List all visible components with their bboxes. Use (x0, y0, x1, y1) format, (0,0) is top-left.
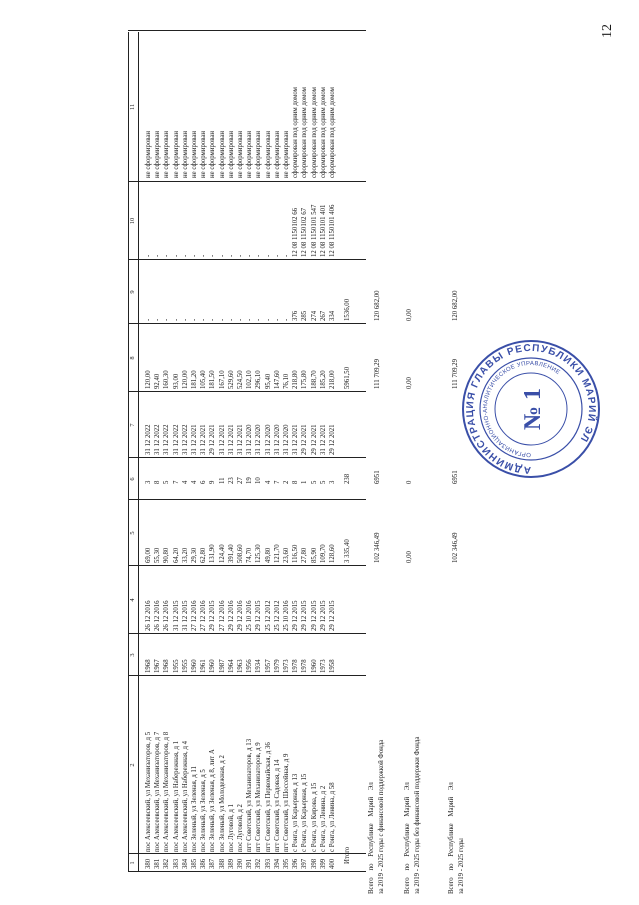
table-row (273, 32, 282, 872)
total-label-line1: Всего по Республике Марий Эл (404, 782, 412, 894)
table-row (162, 32, 171, 872)
cell-qty: 5 (310, 480, 318, 484)
cell-deadline: 31 12 2021 (218, 424, 226, 455)
header-cell: 7 (129, 423, 136, 427)
table-row (264, 32, 273, 872)
cell-area: 508,60 (237, 544, 244, 563)
cell-year: 1958 (329, 659, 336, 673)
header-cell: 8 (129, 356, 136, 360)
cell-c10: - (181, 254, 189, 257)
cell-area: 85,90 (310, 547, 318, 563)
cell-date: 27 12 2016 (191, 600, 198, 631)
cell-c9: - (181, 318, 189, 321)
cell-date: 29 12 2015 (255, 600, 263, 631)
cell-c8: 120,00 (181, 370, 189, 389)
cell-c8: 120,00 (145, 370, 152, 389)
cell-addr: пос Алексеевский, ул Механизаторов, д 7 (154, 731, 162, 852)
cell-date: 25 12 2012 (273, 600, 281, 631)
header-cell: 1 (129, 861, 136, 865)
cell-area: 74,70 (246, 547, 254, 563)
cell-year: 1978 (292, 659, 300, 673)
cell-c9: 334 (329, 310, 336, 321)
cell-deadline: 31 12 2022 (145, 424, 152, 455)
cell-n: 383 (172, 858, 180, 869)
cell-status: не сформирован (218, 130, 226, 178)
cell-addr: с Ронга, ул Ленина, д 58 (329, 782, 336, 852)
cell-c9: - (264, 318, 272, 321)
total-c9: 120 682,00 (452, 290, 460, 321)
header-cell: 3 (129, 653, 136, 657)
itogo-c6: 238 (344, 473, 352, 484)
cell-status: сформирован под одним домом (319, 87, 327, 178)
table-row (300, 32, 309, 872)
table-row (310, 32, 319, 872)
cell-n: 384 (181, 858, 189, 869)
cell-n: 398 (310, 858, 318, 869)
cell-date: 26 12 2016 (154, 600, 162, 631)
cell-deadline: 29 12 2021 (301, 424, 309, 455)
cell-date: 29 12 2015 (310, 600, 318, 631)
cell-deadline: 31 12 2021 (237, 424, 244, 455)
cell-c10: - (273, 254, 281, 257)
cell-deadline: 31 12 2022 (172, 424, 180, 455)
cell-year: 1934 (255, 659, 263, 673)
cell-qty: 5 (319, 480, 327, 484)
cell-c10: - (264, 254, 272, 257)
cell-c10: 12 08 1150101 547 (310, 204, 318, 257)
total-label-line2: за 2019 - 2025 годы с финансовой поддержкой Фонда (378, 739, 386, 894)
cell-qty: 11 (218, 477, 226, 484)
cell-date: 29 12 2015 (292, 600, 300, 631)
cell-deadline: 31 12 2021 (227, 424, 235, 455)
cell-addr: пос Алексеевский, ул Набережная, д 4 (181, 740, 189, 852)
cell-area: 23,60 (283, 547, 290, 563)
cell-c10: - (246, 254, 254, 257)
cell-year: 1973 (319, 659, 327, 673)
cell-c8: 102,10 (246, 370, 254, 389)
cell-c8: 160,30 (163, 370, 171, 389)
cell-year: 1964 (227, 659, 235, 673)
table-row (172, 32, 181, 872)
cell-area: 124,40 (218, 544, 226, 563)
cell-c9: 285 (301, 310, 309, 321)
cell-c9: - (255, 318, 263, 321)
cell-c10: - (145, 254, 152, 257)
cell-n: 380 (145, 858, 152, 869)
cell-c9: - (163, 318, 171, 321)
total-c6: 6951 (374, 470, 382, 484)
cell-area: 62,80 (200, 547, 208, 563)
cell-c8: 296,10 (255, 370, 263, 389)
cell-status: не сформирован (209, 130, 217, 178)
cell-addr: с Ронга, ул Кирова, д 15 (310, 782, 318, 852)
total-label-line2: за 2019 - 2025 годы (458, 838, 466, 894)
cell-status: не сформирован (191, 130, 198, 178)
cell-deadline: 31 12 2021 (292, 424, 300, 455)
cell-year: 1960 (310, 659, 318, 673)
cell-status: не сформирован (283, 130, 290, 178)
cell-n: 390 (237, 858, 244, 869)
cell-date: 31 12 2015 (172, 600, 180, 631)
table-row (227, 32, 236, 872)
itogo-c5: 3 335,40 (344, 539, 352, 563)
cell-c9: - (145, 318, 152, 321)
cell-area: 49,80 (264, 547, 272, 563)
cell-c9: - (227, 318, 235, 321)
total-c8: 111 709,29 (452, 358, 460, 389)
cell-area: 29,30 (191, 547, 198, 563)
table-row (236, 32, 245, 872)
cell-status: не сформирован (145, 130, 152, 178)
header-cell: 5 (129, 531, 136, 535)
cell-year: 1960 (191, 659, 198, 673)
cell-area: 27,80 (301, 547, 309, 563)
cell-date: 29 12 2015 (329, 600, 336, 631)
cell-c10: 12 08 1150101 401 (319, 204, 327, 257)
cell-c10: - (209, 254, 217, 257)
cell-c9: - (191, 318, 198, 321)
cell-area: 128,60 (329, 544, 336, 563)
cell-qty: 7 (273, 480, 281, 484)
cell-year: 1979 (273, 659, 281, 673)
cell-c8: 167,10 (218, 370, 226, 389)
cell-date: 25 10 2016 (283, 600, 290, 631)
cell-qty: 1 (301, 480, 309, 484)
rotated-table (128, 32, 466, 894)
cell-status: не сформирован (181, 130, 189, 178)
cell-addr: пос Алексеевский, ул Механизаторов, д 5 (145, 731, 152, 852)
total-c8: 111 709,29 (374, 358, 382, 389)
cell-year: 1961 (200, 659, 208, 673)
cell-c9: - (273, 318, 281, 321)
cell-n: 381 (154, 858, 162, 869)
official-stamp (460, 338, 602, 480)
cell-addr: пос Алексеевский, ул Набережная, д 1 (172, 740, 180, 852)
cell-qty: 23 (227, 477, 235, 484)
cell-c8: 95,40 (264, 373, 272, 389)
cell-c9: - (218, 318, 226, 321)
cell-qty: 19 (246, 477, 254, 484)
cell-date: 27 12 2016 (218, 600, 226, 631)
cell-date: 29 12 2015 (209, 600, 217, 631)
cell-c10: - (154, 254, 162, 257)
cell-c10: - (255, 254, 263, 257)
cell-c9: 267 (319, 310, 327, 321)
cell-date: 26 12 2016 (145, 600, 152, 631)
cell-status: сформирован под одним домом (301, 87, 309, 178)
cell-qty: 4 (264, 480, 272, 484)
table-row (254, 32, 263, 872)
cell-c8: 105,40 (200, 370, 208, 389)
total-c6: 6951 (452, 470, 460, 484)
cell-year: 1957 (264, 659, 272, 673)
cell-status: не сформирован (172, 130, 180, 178)
total-c8: 0,00 (406, 377, 414, 389)
cell-deadline: 31 12 2021 (200, 424, 208, 455)
table-row (190, 32, 199, 872)
cell-date: 27 12 2016 (200, 600, 208, 631)
cell-status: не сформирован (246, 130, 254, 178)
cell-c9: - (154, 318, 162, 321)
cell-addr: пос Зеленый, ул Зеленая, д 8, лит А (209, 749, 217, 852)
cell-status: сформирован под одним домом (310, 87, 318, 178)
cell-year: 1955 (181, 659, 189, 673)
cell-deadline: 31 12 2021 (191, 424, 198, 455)
cell-n: 391 (246, 858, 254, 869)
cell-date: 26 12 2016 (163, 600, 171, 631)
cell-n: 399 (319, 858, 327, 869)
cell-c8: 76,10 (283, 373, 290, 389)
stamp-number: № 1 (520, 387, 546, 431)
cell-n: 392 (255, 858, 263, 869)
cell-n: 396 (292, 858, 300, 869)
cell-area: 55,30 (154, 547, 162, 563)
cell-c10: - (283, 254, 290, 257)
itogo-c8: 5961,50 (344, 366, 352, 389)
cell-c9: - (246, 318, 254, 321)
cell-addr: пос Луговой, д 1 (227, 804, 235, 852)
cell-deadline: 31 12 2022 (163, 424, 171, 455)
cell-c8: 188,70 (310, 370, 318, 389)
header-cell: 9 (129, 290, 136, 294)
table-row (245, 32, 254, 872)
table-row (291, 32, 300, 872)
header-cell: 4 (129, 598, 136, 602)
cell-deadline: 31 12 2020 (283, 424, 290, 455)
cell-qty: 4 (181, 480, 189, 484)
table-row (208, 32, 217, 872)
cell-area: 131,90 (209, 544, 217, 563)
cell-area: 33,20 (181, 547, 189, 563)
table-row (199, 32, 208, 872)
page-number: 12 (600, 24, 615, 38)
cell-status: не сформирован (273, 130, 281, 178)
cell-area: 90,80 (163, 547, 171, 563)
cell-date: 31 12 2015 (181, 600, 189, 631)
cell-qty: 8 (292, 480, 300, 484)
cell-year: 1956 (246, 659, 254, 673)
total-c9: 120 682,00 (374, 290, 382, 321)
cell-status: не сформирован (227, 130, 235, 178)
cell-year: 1968 (145, 659, 152, 673)
cell-n: 400 (329, 858, 336, 869)
cell-c8: 175,80 (301, 370, 309, 389)
cell-n: 395 (283, 858, 290, 869)
cell-addr: с Ронга, ул Карьерная, д 15 (301, 773, 309, 852)
cell-c10: 12 08 1150101 406 (329, 204, 336, 257)
cell-area: 125,30 (255, 544, 263, 563)
cell-date: 29 12 2016 (237, 600, 244, 631)
cell-status: не сформирован (237, 130, 244, 178)
header-cell: 11 (129, 103, 136, 111)
cell-c8: 218,00 (329, 370, 336, 389)
total-c6: 0 (406, 480, 414, 484)
cell-c8: 147,60 (273, 370, 281, 389)
cell-c8: 93,00 (172, 373, 180, 389)
cell-addr: пгт Советский, ул Садовая, д 14 (273, 759, 281, 852)
cell-qty: 8 (154, 480, 162, 484)
cell-area: 64,20 (172, 547, 180, 563)
cell-c9: 376 (292, 310, 300, 321)
cell-year: 1963 (237, 659, 244, 673)
cell-c8: 181,50 (209, 370, 217, 389)
cell-c10: - (237, 254, 244, 257)
header-cell: 10 (129, 217, 136, 225)
cell-c10: 12 08 1150102 66 (292, 207, 300, 257)
cell-c10: - (172, 254, 180, 257)
cell-deadline: 31 12 2020 (273, 424, 281, 455)
cell-n: 382 (163, 858, 171, 869)
cell-year: 1955 (172, 659, 180, 673)
table-row (144, 32, 153, 872)
table-row (218, 32, 227, 872)
itogo-label: Итого (344, 846, 352, 864)
cell-status: не сформирован (264, 130, 272, 178)
cell-deadline: 31 12 2022 (181, 424, 189, 455)
cell-addr: пос Луговой, д 2 (237, 804, 244, 852)
cell-c10: - (218, 254, 226, 257)
header-cell: 6 (129, 477, 136, 481)
cell-c8: 92,40 (154, 373, 162, 389)
cell-addr: пос Зеленый, ул Зеленая, д 5 (200, 769, 208, 852)
cell-c9: 274 (310, 310, 318, 321)
cell-c10: - (200, 254, 208, 257)
cell-status: сформирован под одним домом (329, 87, 336, 178)
table-row (181, 32, 190, 872)
cell-qty: 3 (329, 480, 336, 484)
cell-date: 25 10 2016 (246, 600, 254, 631)
table-row (328, 32, 337, 872)
cell-addr: с Ронга, ул Ленина, д 2 (319, 785, 327, 852)
cell-deadline: 31 12 2020 (246, 424, 254, 455)
cell-addr: пгт Советский, ул Шоссейная, д 9 (283, 753, 290, 852)
cell-qty: 5 (163, 480, 171, 484)
cell-c9: - (172, 318, 180, 321)
cell-year: 1973 (283, 659, 290, 673)
cell-c8: 529,60 (227, 370, 235, 389)
cell-qty: 10 (255, 477, 263, 484)
cell-area: 121,70 (273, 544, 281, 563)
stamp-inner-text: ОРГАНИЗАЦИОННО-АНАЛИТИЧЕСКОЕ УПРАВЛЕНИЕ (482, 360, 561, 458)
total-c9: 0,00 (406, 309, 414, 321)
cell-addr: пгт Советский, ул Первомайская, д 36 (264, 742, 272, 852)
cell-qty: 2 (283, 480, 290, 484)
cell-c9: - (237, 318, 244, 321)
cell-area: 69,00 (145, 547, 152, 563)
cell-year: 1987 (218, 659, 226, 673)
cell-c9: - (209, 318, 217, 321)
cell-addr: пос Зеленый, ул Зеленая, д 11 (191, 766, 198, 852)
cell-year: 1978 (301, 659, 309, 673)
cell-n: 393 (264, 858, 272, 869)
table-row (282, 32, 291, 872)
cell-n: 385 (191, 858, 198, 869)
cell-status: сформирован под одним домом (292, 87, 300, 178)
cell-qty: 27 (237, 477, 244, 484)
header-bottom-border (138, 32, 139, 872)
table-row (153, 32, 162, 872)
cell-c10: - (227, 254, 235, 257)
total-label-line2: за 2019 - 2025 годы без финансовой поддержки Фонда (414, 736, 422, 894)
total-label-line1: Всего по Республике Марий Эл (448, 782, 456, 894)
cell-c8: 524,50 (237, 370, 244, 389)
cell-qty: 4 (191, 480, 198, 484)
cell-addr: пгт Советский, ул Механизаторов, д 13 (246, 738, 254, 852)
cell-status: не сформирован (200, 130, 208, 178)
cell-n: 397 (301, 858, 309, 869)
cell-area: 391,40 (227, 544, 235, 563)
total-label-line1: Всего по Республике Марий Эл (368, 782, 376, 894)
cell-qty: 3 (145, 480, 152, 484)
cell-deadline: 31 12 2020 (255, 424, 263, 455)
cell-date: 29 12 2015 (301, 600, 309, 631)
cell-area: 109,70 (319, 544, 327, 563)
cell-c8: 218,80 (292, 370, 300, 389)
table-row (319, 32, 328, 872)
cell-status: не сформирован (154, 130, 162, 178)
cell-deadline: 29 12 2021 (310, 424, 318, 455)
cell-deadline: 31 12 2020 (264, 424, 272, 455)
cell-area: 116,50 (292, 544, 300, 563)
cell-status: не сформирован (255, 130, 263, 178)
cell-qty: 7 (172, 480, 180, 484)
cell-n: 386 (200, 858, 208, 869)
cell-date: 29 12 2016 (227, 600, 235, 631)
cell-n: 387 (209, 858, 217, 869)
cell-n: 394 (273, 858, 281, 869)
cell-qty: 9 (209, 480, 217, 484)
cell-c10: - (163, 254, 171, 257)
cell-addr: пгт Советский, ул Механизаторов, д 9 (255, 742, 263, 852)
cell-c8: 181,20 (191, 370, 198, 389)
cell-date: 29 12 2015 (319, 600, 327, 631)
cell-c8: 185,20 (319, 370, 327, 389)
cell-deadline: 29 12 2021 (209, 424, 217, 455)
cell-c10: 12 08 1150102 67 (301, 207, 309, 257)
cell-year: 1968 (163, 659, 171, 673)
itogo-c9: 1536,00 (344, 298, 352, 321)
cell-addr: с Ронга, ул Карьерная, д 13 (292, 773, 300, 852)
header-cell: 2 (129, 763, 136, 767)
cell-n: 388 (218, 858, 226, 869)
cell-date: 25 12 2012 (264, 600, 272, 631)
cell-deadline: 29 12 2021 (329, 424, 336, 455)
total-c5: 102 346,49 (452, 532, 460, 563)
cell-deadline: 31 12 2022 (154, 424, 162, 455)
stamp-outer-text: АДМИНИСТРАЦИЯ ГЛАВЫ РЕСПУБЛИКИ МАРИЙ ЭЛ (464, 342, 598, 476)
cell-qty: 6 (200, 480, 208, 484)
cell-addr: пос Алексеевский, ул Механизаторов, д 8 (163, 731, 171, 852)
total-c5: 102 346,49 (374, 532, 382, 563)
cell-n: 389 (227, 858, 235, 869)
cell-c9: - (283, 318, 290, 321)
cell-year: 1967 (154, 659, 162, 673)
cell-year: 1960 (209, 659, 217, 673)
total-c5: 0,00 (406, 551, 414, 563)
cell-deadline: 31 12 2021 (319, 424, 327, 455)
cell-c10: - (191, 254, 198, 257)
cell-addr: пос Зеленый, ул Молодежная, д 2 (218, 755, 226, 852)
cell-status: не сформирован (163, 130, 171, 178)
cell-c9: - (200, 318, 208, 321)
